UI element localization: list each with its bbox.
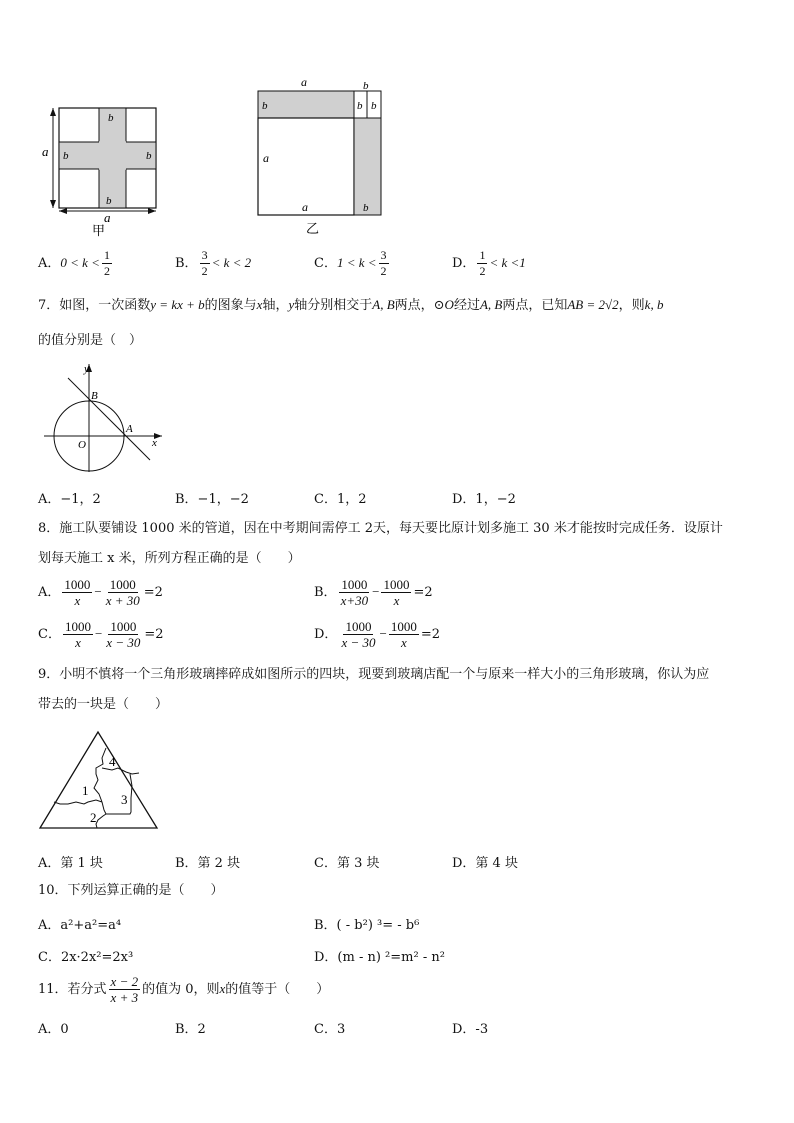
figure-yi [250,76,390,240]
label-b: b [363,202,369,214]
label-a: a [104,210,111,225]
label-a: a [301,76,307,89]
option-b[interactable]: B． $\frac{1000}{x+30}$ − $\frac{1000}{x}$ =2 [314,577,433,608]
piece-3-label: 3 [121,792,128,807]
option-a[interactable]: A．0 [38,1022,69,1037]
option-b[interactable]: B．第 2 块 [175,856,241,871]
label-b: b [262,100,268,112]
axis-y-label: y [84,363,89,375]
option-c[interactable]: C．3 [314,1022,346,1037]
piece-1-label: 1 [82,783,89,798]
point-a-label: A [126,423,133,435]
option-d[interactable]: D．1，−2 [452,492,516,507]
option-c[interactable]: C．1，2 [314,492,367,507]
label-a: a [42,144,49,159]
label-b: b [106,195,112,207]
label-b: b [108,112,114,124]
label-a: a [302,200,308,214]
option-d[interactable]: D．(m - n) ²=m² - n² [314,950,445,965]
axis-x-label: x [152,437,157,449]
question-8-stem: 8．施工队要铺设 1000 米的管道，因在中考期间需停工 2天，每天要比原计划多施工 30 米才能按时完成任务．设原计 [38,521,723,536]
figure-caption: 甲 [92,223,106,238]
label-b: b [357,100,363,112]
label-b: b [146,150,152,162]
option-d[interactable]: D． $\frac{1000}{x - 30}$ − $\frac{1000}{x}$ =2 [314,619,440,650]
point-o-label: O [78,439,86,451]
figure-caption: 乙 [306,221,320,236]
option-b[interactable]: B．( - b²) ³= - b⁶ [314,918,420,933]
question-7-stem-line2: 的值分别是（ ） [38,333,143,348]
label-b: b [363,80,369,92]
option-c[interactable]: C．第 3 块 [314,856,380,871]
option-a[interactable]: A．第 1 块 [38,856,103,871]
label-b: b [63,150,69,162]
option-d[interactable]: D．第 4 块 [452,856,518,871]
piece-4-label: 4 [109,754,116,769]
option-d[interactable]: D． $\frac{1}{2}$ < k <1 [452,248,526,278]
piece-2-label: 2 [90,810,97,825]
question-7-stem: 7．如图，一次函数y = kx + b的图象与x轴，y轴分别相交于A, B两点，⊙O经过A, B两点，已知AB = 2√2，则k, b [38,297,664,313]
option-b[interactable]: B． $\frac{3}{2}$ < k < 2 [175,248,252,278]
point-b-label: B [91,390,98,402]
option-b[interactable]: B．−1，−2 [175,492,249,507]
option-a[interactable]: A．a²+a²=a⁴ [38,918,122,933]
figure-broken-triangle [36,728,166,832]
option-a[interactable]: A．−1，2 [38,492,101,507]
option-c[interactable]: C． $\frac{1000}{x}$ − $\frac{1000}{x - 30}$ =2 [38,619,164,650]
option-c[interactable]: C．1 < k < $\frac{3}{2}$ [314,248,387,278]
figure-circle-line [40,360,170,475]
question-10-stem: 10．下列运算正确的是（ ） [38,883,224,898]
label-b: b [371,100,377,112]
figure-jia [36,100,176,240]
label-a: a [263,151,269,165]
option-b[interactable]: B．2 [175,1022,206,1037]
question-11-stem: 11．若分式 $\frac{x - 2}{x + 3}$ 的值为 0，则x的值等于（ ） [38,974,330,1005]
question-9-stem-line2: 带去的一块是（ ） [38,697,169,712]
option-a[interactable]: A．0 < k < $\frac{1}{2}$ [38,248,110,278]
question-9-stem: 9．小明不慎将一个三角形玻璃摔碎成如图所示的四块，现要到玻璃店配一个与原来一样大小的三角形玻璃，你认为应 [38,667,710,682]
option-d[interactable]: D．-3 [452,1022,489,1037]
question-8-stem-line2: 划每天施工 x 米，所列方程正确的是（ ） [38,551,301,566]
option-c[interactable]: C．2x·2x²=2x³ [38,950,134,965]
option-a[interactable]: A． $\frac{1000}{x}$ − $\frac{1000}{x + 30}$ =2 [38,577,163,608]
